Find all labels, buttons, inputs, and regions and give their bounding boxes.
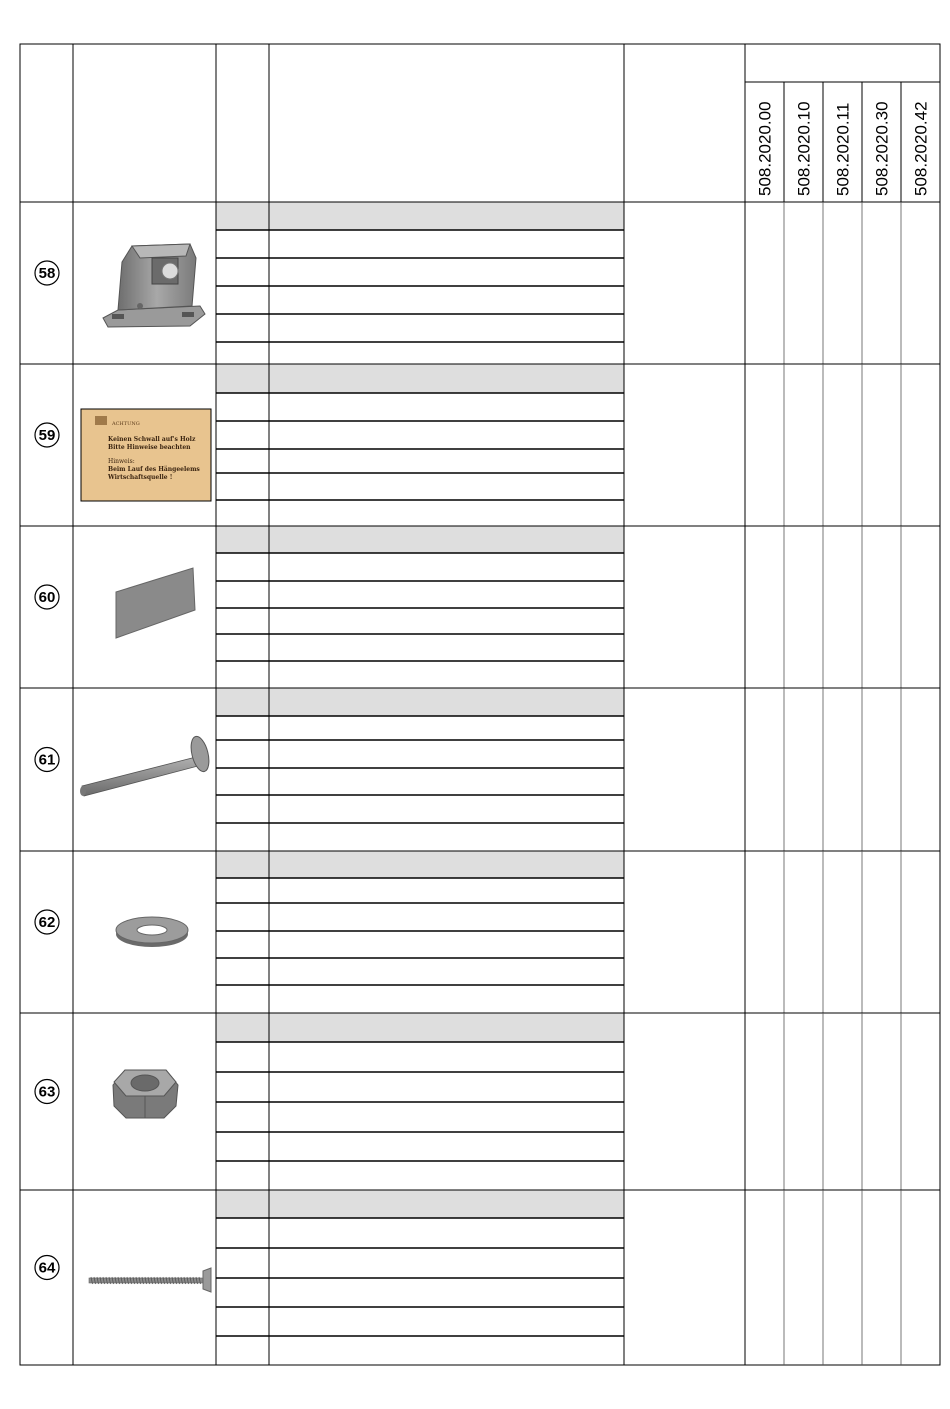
variant-header: 508.2020.10 <box>794 101 814 196</box>
carriage-bolt-icon <box>80 735 212 796</box>
part-number: 64 <box>38 1259 56 1277</box>
sign-line: Beim Lauf des Hängeelems <box>108 466 200 473</box>
part-number: 63 <box>38 1083 56 1101</box>
part-number: 62 <box>38 914 56 931</box>
wood-screw-icon <box>89 1268 211 1292</box>
warning-sign-icon <box>81 409 211 501</box>
sign-line: Bitte Hinweise beachten <box>108 444 191 451</box>
sign-line: ACHTUNG <box>112 421 140 427</box>
sign-line: Hinweis: <box>108 458 135 465</box>
variant-header: 508.2020.00 <box>755 101 775 196</box>
sign-line: Wirtschaftsquelle ! <box>108 474 173 481</box>
part-number: 58 <box>38 265 56 282</box>
variant-header: 508.2020.30 <box>872 101 892 196</box>
washer-icon <box>116 917 188 947</box>
part-number: 60 <box>38 589 56 606</box>
hex-nut-icon <box>113 1070 178 1118</box>
part-number: 61 <box>38 751 56 769</box>
post-bracket-icon <box>103 244 205 327</box>
variant-header: 508.2020.42 <box>911 101 931 196</box>
part-groups <box>20 202 940 1365</box>
table-header <box>20 44 940 202</box>
sign-line: Keinen Schwall auf's Holz <box>108 436 196 443</box>
part-group <box>20 1190 940 1365</box>
variant-header: 508.2020.11 <box>833 102 853 196</box>
panel-plate-icon <box>116 568 195 638</box>
part-number: 59 <box>38 427 56 444</box>
